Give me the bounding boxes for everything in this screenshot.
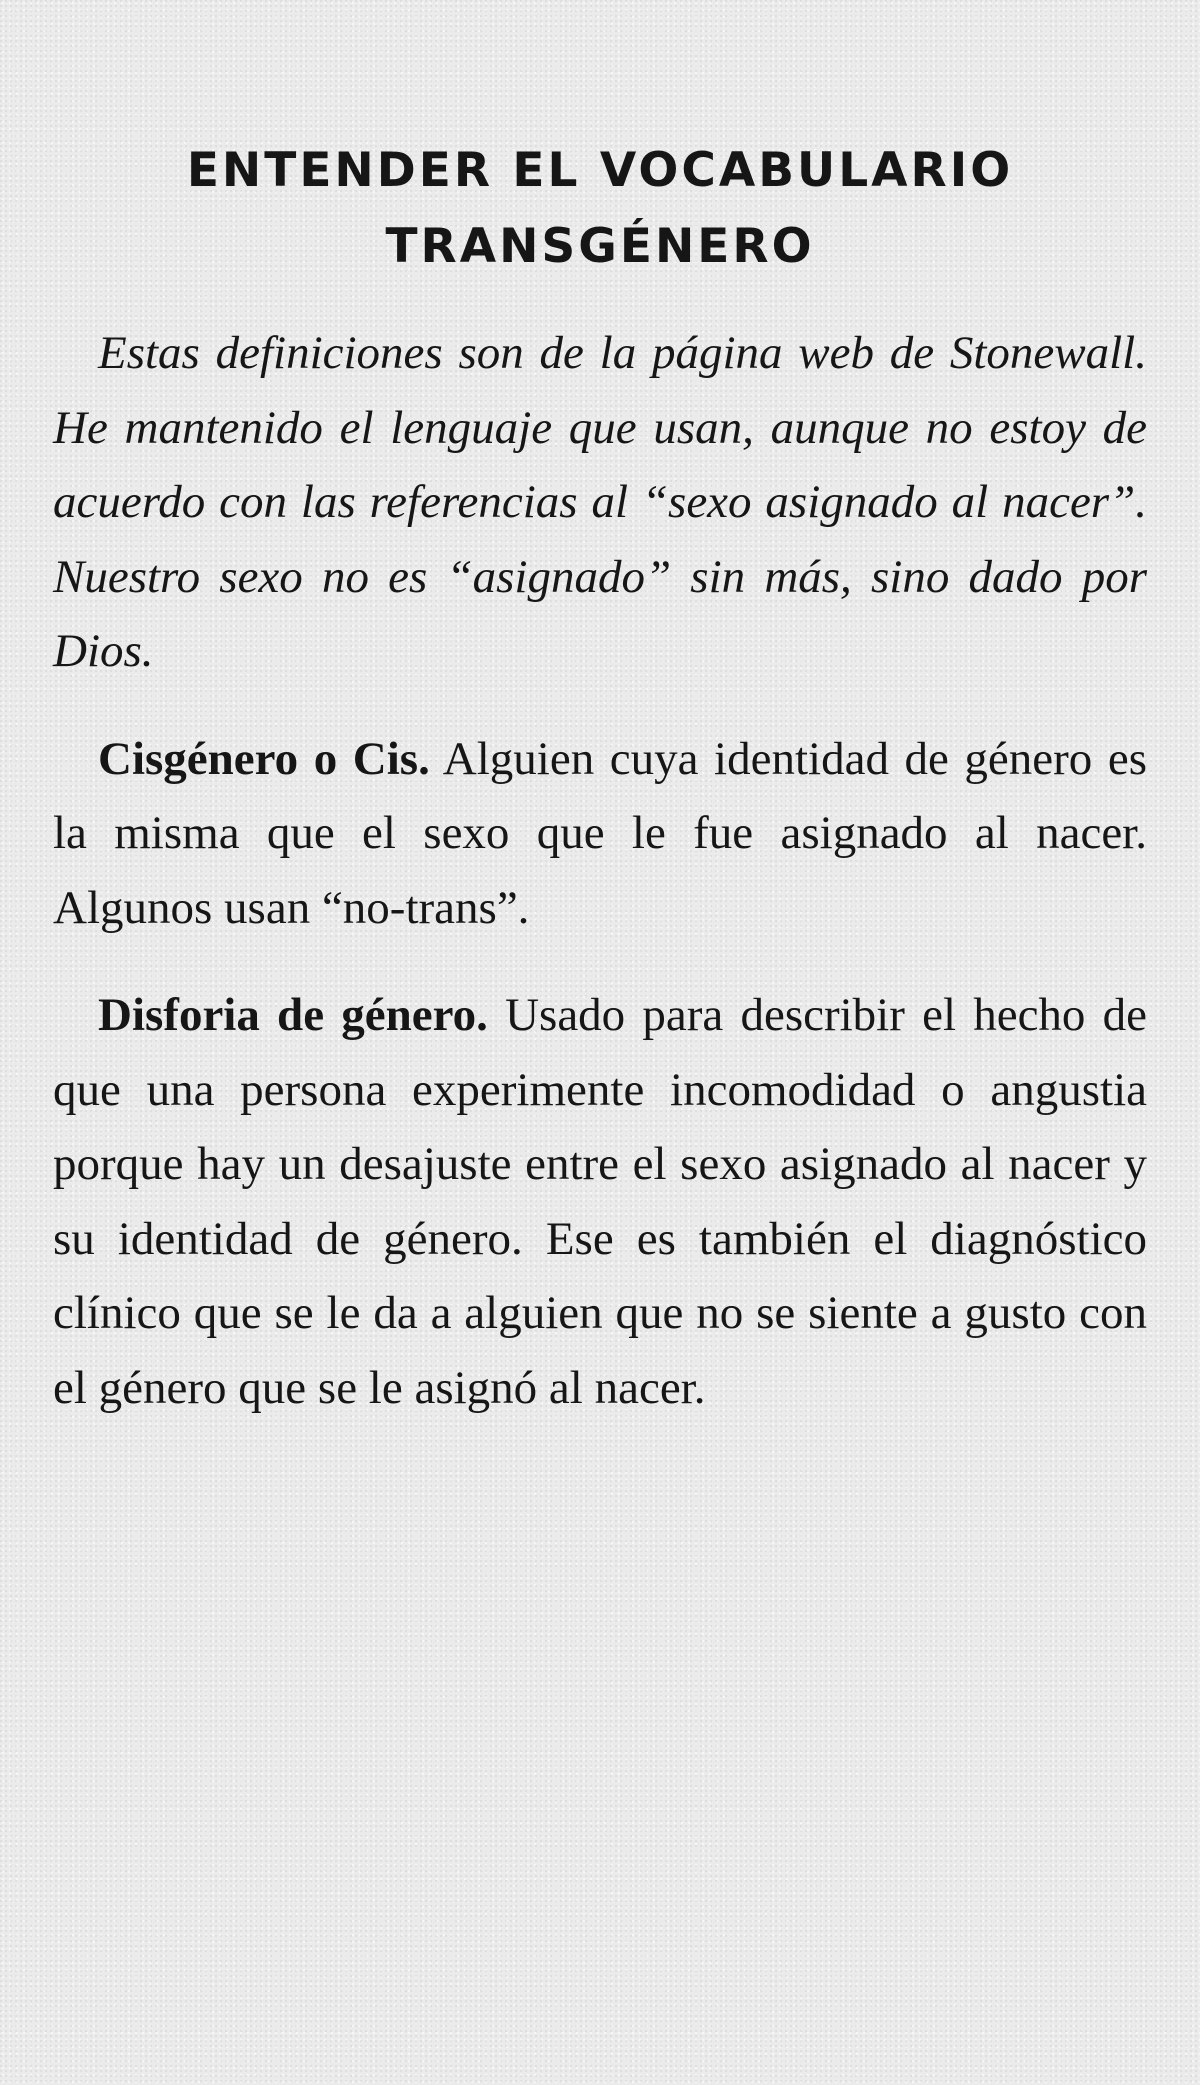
definition-entry-cisgenero (53, 722, 1147, 946)
definition-entry-disforia (53, 978, 1147, 1425)
page-title-line-2: TRANSGÉNERO (385, 219, 815, 274)
definition-term: Cisgénero o Cis. (98, 732, 430, 785)
definition-text: Usado para describir el hecho de que una persona experimente incomodidad o angustia porque hay un desajuste entre el sexo asignado al nacer y su identidad de género. Ese es también el diagnóstico clínico que se le da a alguien que no se siente a gusto con el género que se le asignó al nacer. (53, 989, 1147, 1414)
page-title (53, 0, 1147, 285)
definition-text: Alguien cuya identidad de género es la misma que el sexo que le fue asignado al nacer. Algunos usan “no-trans”. (53, 732, 1147, 934)
definition-term: Disforia de género. (98, 989, 488, 1041)
intro-paragraph: Estas definiciones son de la página web de Stonewall. He mantenido el lenguaje que usan, aunque no estoy de acuerdo con las referencias al “sexo asignado al nacer”. Nuestro sexo no es “asignado” sin más, sino dado por Dios. (53, 327, 1147, 677)
page-title-line-1: ENTENDER EL VOCABULARIO (186, 143, 1014, 198)
